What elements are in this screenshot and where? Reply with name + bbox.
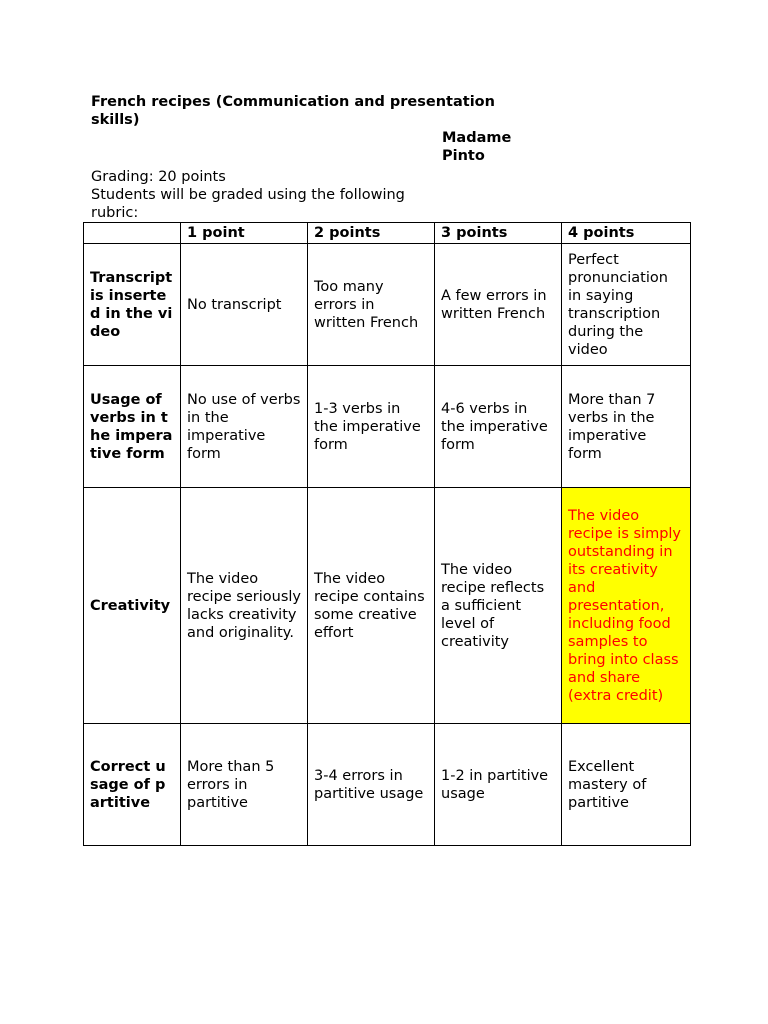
highlighted-rubric-cell: The video recipe is simply outstanding in its creativity and presentation, including food samples to bring into class and share (extra credit) [562, 488, 691, 724]
document-title: French recipes (Communication and presentation skills) [91, 94, 495, 128]
rubric-cell: More than 5 errors in partitive [181, 724, 308, 846]
rubric-cell: No transcript [181, 244, 308, 366]
rubric-cell: A few errors in written French [435, 244, 562, 366]
rubric-intro-line-1: Students will be graded using the following [91, 187, 405, 203]
column-header-criterion [84, 223, 181, 244]
criterion-cell: Creativity [84, 488, 181, 724]
rubric-cell: 4-6 verbs in the imperative form [435, 366, 562, 488]
rubric-table [83, 222, 691, 846]
criterion-cell: Usage of verbs in the imperative form [84, 366, 181, 488]
column-header-3-points: 3 points [435, 223, 562, 244]
teacher-name: Madame Pinto [442, 130, 512, 164]
rubric-cell: The video recipe seriously lacks creativity and originality. [181, 488, 308, 724]
rubric-cell: Excellent mastery of partitive [562, 724, 691, 846]
rubric-cell: 1-3 verbs in the imperative form [308, 366, 435, 488]
rubric-row-partitive [84, 724, 691, 846]
rubric-cell: Too many errors in written French [308, 244, 435, 366]
rubric-intro-line-2: rubric: [91, 205, 139, 221]
criterion-cell: Correct usage of partitive [84, 724, 181, 846]
rubric-row-imperative [84, 366, 691, 488]
rubric-cell: More than 7 verbs in the imperative form [562, 366, 691, 488]
rubric-cell: Perfect pronunciation in saying transcription during the video [562, 244, 691, 366]
rubric-row-creativity [84, 488, 691, 724]
rubric-cell: No use of verbs in the imperative form [181, 366, 308, 488]
grading-info [91, 168, 431, 222]
column-header-1-point: 1 point [181, 223, 308, 244]
criterion-cell: Transcript is inserted in the video [84, 244, 181, 366]
grading-points: Grading: 20 points [91, 169, 226, 185]
rubric-cell: The video recipe reflects a sufficient level of creativity [435, 488, 562, 724]
rubric-header-row [84, 223, 691, 244]
column-header-2-points: 2 points [308, 223, 435, 244]
rubric-cell: 1-2 in partitive usage [435, 724, 562, 846]
rubric-row-transcript [84, 244, 691, 366]
column-header-4-points: 4 points [562, 223, 691, 244]
rubric-cell: 3-4 errors in partitive usage [308, 724, 435, 846]
rubric-cell: The video recipe contains some creative effort [308, 488, 435, 724]
